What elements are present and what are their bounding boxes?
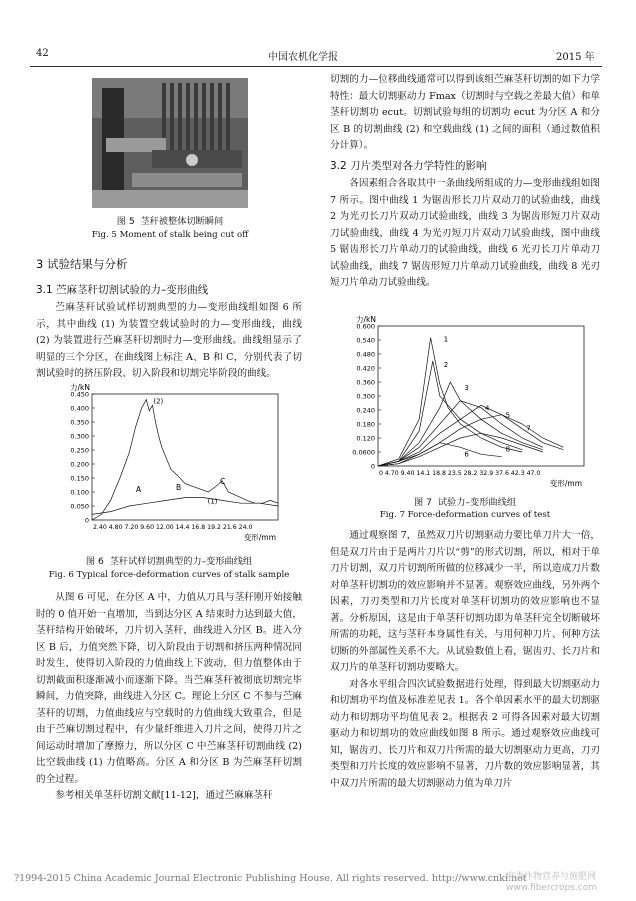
journal-title: 中国农机化学报	[268, 52, 338, 63]
fig7-label: 图 7	[414, 497, 433, 508]
right-para-2-text: 各因素组合各取其中一条曲线所组成的力—变形曲线组如图 7 所示。图中曲线 1 为锯齿形长刀片双动刀的试验曲线，曲线 2 为光刃长刀片双动刀试验曲线，曲线 3 为锯齿形短刀片双动刀试验曲线，曲线 4 为光刃短刀片双动刀试验曲线，图中曲线 5 锯齿形长刀片单动刀的试验曲线，曲线 6 光刃长刀片单动刀试验曲线，曲线 7 锯齿形短刀片单动刀试验曲线，曲线 8 光刃短刀片单动刀试验曲线。	[330, 178, 600, 288]
fig7-series-label: 3	[464, 384, 469, 392]
fig7-chart	[336, 312, 598, 492]
fig5-caption-en: Fig. 5 Moment of stalk being cut off	[91, 230, 249, 240]
fig6-series-(1)	[92, 498, 278, 515]
fig6-ylabel: 力/kN	[70, 383, 90, 392]
fig7-ytick-label: 0.240	[356, 406, 375, 415]
fig7-caption-en: Fig. 7 Force-deformation curves of test	[379, 510, 551, 520]
fig7-series-6	[378, 443, 502, 466]
fig7-ylabel: 力/kN	[356, 315, 376, 324]
fig6-caption-cn	[36, 553, 302, 567]
fig7-series-label: 8	[505, 445, 511, 454]
fig7-caption-cn	[330, 494, 600, 508]
fig7-series-8	[378, 433, 543, 466]
fig6-ytick-label: 0.150	[70, 474, 89, 483]
section-3-1-title: 3.1 苎麻茎秆切割试验的力–变形曲线	[36, 284, 209, 296]
fig6-ytick-label: 0.300	[70, 432, 89, 441]
fig6-series-(2)	[92, 397, 278, 520]
fig7-title: 试验力–变形曲线组	[437, 497, 516, 508]
fig6-title: 茎秆试样切割典型的力–变形曲线组	[109, 556, 253, 567]
fig7-xtick-labels: 0 4.70 9.40 14.1 18.8 23.5 28.2 32.9 37.6 42.3 47.0	[379, 470, 541, 477]
fig6-chart	[58, 380, 286, 550]
fig7-series-label: 2	[443, 361, 449, 369]
fig7-ytick-label: 0.540	[356, 336, 375, 345]
fig7-series-label: 4	[485, 404, 490, 413]
fig6-label: 图 6	[85, 556, 104, 567]
fig7-ytick-label: 0.480	[356, 350, 375, 359]
fig6-ytick-label: 0.250	[70, 446, 89, 455]
fig6-region-b: B	[176, 483, 182, 492]
section-3-title: 3 试验结果与分析	[36, 257, 128, 271]
section-3-2-title: 3.2 刀片类型对各力学特性的影响	[330, 160, 487, 172]
fig6-ytick-label: 0.100	[70, 488, 89, 497]
left-para-1-text: 苎麻茎秆试验试样切割典型的力—变形曲线组如图 6 所示，其中曲线 (1) 为装置空载试验时的力—变形曲线，曲线 (2) 为装置进行苎麻茎秆切割时力—变形曲线。曲线组显示了明显的三个分区，在曲线图上标注 A、B 和 C，分别代表了切割试验时的挤压阶段、切入阶段和切割完毕阶段的曲线。	[36, 302, 302, 379]
fig7-plot-frame	[378, 326, 584, 466]
fig6-caption-en: Fig. 6 Typical force-deformation curves of stalk sample	[48, 570, 290, 580]
fig7-series-label: 6	[464, 450, 469, 459]
fig6-ytick-label: 0.350	[70, 418, 89, 427]
fig7-ytick-label: 0.300	[356, 392, 375, 401]
stalk-cutting-photo	[92, 78, 248, 208]
fig5-label: 图 5	[116, 216, 135, 227]
fig7-series-label: 7	[526, 424, 531, 433]
left-para-3-text: 参考相关单茎秆切割文献[11-12]，通过苎麻麻茎秆	[55, 790, 273, 801]
fig6-series-label: (1)	[207, 497, 218, 506]
fig7-ytick-label: 0.120	[356, 434, 375, 443]
right-para-2	[330, 176, 600, 292]
fig7-series-1	[378, 335, 522, 466]
left-para-2-text: 从图 6 可见，在分区 A 中，力值从刀具与茎秆刚开始接触时的 0 值开始一直增加，当到达分区 A 结束时力达到最大值，茎秆结构开始破坏，刀片切入茎秆，曲线进入分区 B。进入分区 B 后，力值突然下降，切入阶段由于切割和挤压两种情况同时发生，使得切入阶段的力值曲线上下波动，但力值整体由于切割截面积逐渐减小而逐渐下降。当苎麻茎秆被彻底切割完毕瞬间，力值突降，曲线进入分区 C。理论上分区 C 不参与苎麻茎秆的切割，力值曲线应与空载时的力值曲线大致重合，但是由于苎麻切割过程中，有少量纤维进入刀片之间，使得刀片之间运动时增加了摩擦力，所以分区 C 中苎麻茎秆切割曲线 (2) 比空载曲线 (1) 力值略高。分区 A 和分区 B 为苎麻茎秆切割的全过程。	[36, 592, 302, 785]
fig6-region-a: A	[136, 485, 142, 494]
right-para-3-text: 通过观察图 7，虽然双刀片切割驱动力要比单刀片大一倍，但是双刀片由于是两片刀片以“剪”的形式切割，所以，相对于单刀片切割，双刀片切割所所做的位移减少一半，所以造成刀片数对单茎秆切割功的效应影响并不显著。观察效应曲线，另外两个因素，刀刃类型和刀片长度对单茎秆切割功的效应影响也不显著。分析原因，这是由于单茎秆切割功即为单茎秆完全切断破坏所需的功耗，这与茎秆本身属性有关，与用何种刀片、何种方法切断的外部属性关系不大。从试验数值上看，锯齿刃、长刀片和双刀片的单茎秆切割功要略大。	[330, 530, 600, 673]
fig7-ytick-label: 0.0600	[352, 448, 375, 457]
right-para-3	[330, 528, 600, 792]
fig7-ytick-label: 0.180	[356, 420, 375, 429]
left-para-1	[36, 300, 302, 383]
fig6-ytick-label: 0.450	[70, 390, 89, 399]
fig7-ytick-label: 0.420	[356, 364, 375, 373]
fig7-series-label: 5	[505, 411, 511, 420]
page-year: 2015 年	[556, 52, 595, 63]
fig6-xtick-labels: 2.40 4.80 7.20 9.60 12.00 14.4 16.8 19.2 21.6 24.0	[93, 524, 253, 531]
fig5-title: 茎秆被整体切断瞬间	[140, 216, 224, 227]
fig7-series-4	[378, 401, 543, 466]
right-para-4-text: 对各水平组合四次试验数据进行处理，得到最大切割驱动力和切割功平均值及标准差见表 1。各个单因素水平的最大切割驱动力和切割功平均值见表 2。根据表 2 可得各因素对最大切割驱动力和切割功的效应曲线如图 8 所示。通过观察效应曲线可知，锯齿刃、长刀片和双刀片所需的最大切割驱动力更高，刀刃类型和刀片长度的效应影响不显著，刀片数的效应影响显著，其中双刀片所需的最大切割驱动力值为单刀片	[330, 678, 600, 789]
fig7-xlabel: 变形/mm	[549, 479, 582, 488]
fig6-ytick-label: 0.050	[70, 502, 89, 511]
right-para-1	[330, 72, 600, 155]
fig6-series-label: (2)	[153, 397, 164, 406]
fig7-ytick-label: 0.600	[356, 322, 375, 331]
footer-copyright: ?1994-2015 China Academic Journal Electronic Publishing House. All rights reserved.	[14, 873, 429, 884]
fig6-xlabel: 变形/mm	[243, 533, 276, 542]
footer-url: http://www.cnki.net	[432, 873, 527, 884]
fig6-ytick-label: 0.200	[70, 460, 89, 469]
fig6-ytick-label: 0	[84, 516, 89, 525]
right-para-1-text: 切割的力—位移曲线通常可以得到该组苎麻茎秆切割的如下力学特性：最大切割驱动力 Fmax（切割时与空载之差最大值）和单茎秆切割功 ecut。切割试验每组的切割功 ecut 为分区 A 和分区 B 的切割曲线 (2) 和空载曲线 (1) 之间的面积（通过数值积分计算）。	[330, 74, 600, 151]
fig7-ytick-label: 0.360	[356, 378, 375, 387]
left-para-2	[36, 590, 302, 805]
fig5-caption-cn	[60, 213, 280, 227]
fig6-ytick-label: 0.400	[70, 404, 89, 413]
footer-watermark: 麻类作物营养与施肥网 www.fibercrops.com	[506, 872, 597, 893]
fig6-region-c: C	[220, 477, 226, 486]
fig7-ytick-label: 0	[370, 462, 375, 471]
header-rule	[30, 66, 602, 67]
fig7-series-2	[378, 361, 522, 466]
page-number: 42	[36, 48, 49, 59]
fig7-series-label: 1	[443, 335, 449, 344]
fig6-plot-frame	[92, 394, 278, 520]
